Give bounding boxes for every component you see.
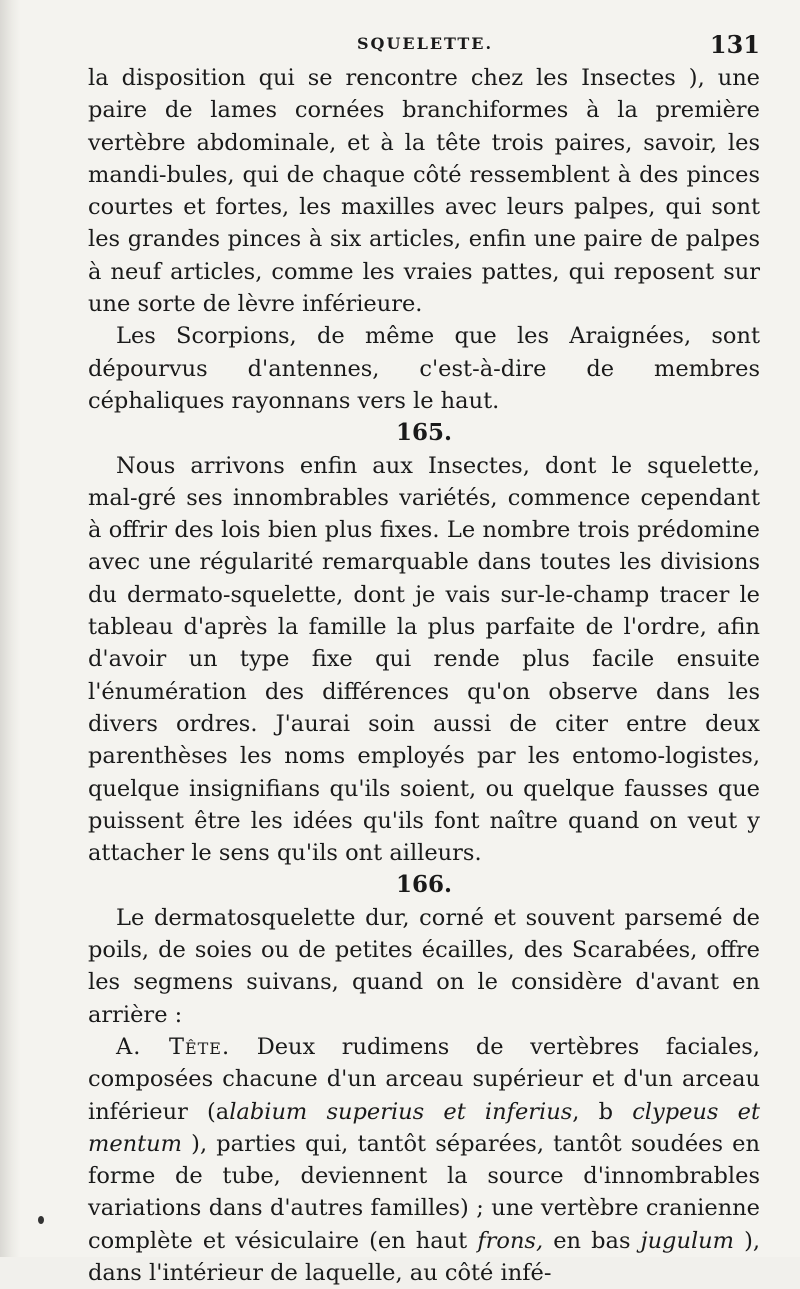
page-number: 131 bbox=[709, 30, 760, 59]
paragraph-tete bbox=[88, 1031, 760, 1289]
tete-text-a: Deux rudimens de vertèbres faciales, composées chacune d'un arceau supérieur et d'un arceau inférieur (a bbox=[88, 1033, 760, 1125]
paragraph-insectes: Nous arrivons enfin aux Insectes, dont le squelette, mal-gré ses innombrables variétés, commence cependant à offrir des lois bien plus fixes. Le nombre trois prédomine avec une régularité remarquable dans toutes les divisions du dermato-squelette, dont je vais sur-le-champ tracer le tableau d'après la famille la plus parfaite de l'ordre, afin d'avoir un type fixe qui rende plus facile ensuite l'énumération des différences qu'on observe dans les divers ordres. J'aurai soin aussi de citer entre deux parenthèses les noms employés par les entomo-logistes, quelque insignifians qu'ils soient, ou quelque fausses que puissent être les idées qu'ils font naître quand on veut y attacher le sens qu'ils ont ailleurs. bbox=[88, 452, 760, 867]
ink-spot bbox=[38, 1216, 44, 1224]
tete-label: A. Tête. bbox=[116, 1033, 231, 1060]
tete-italic-labium: labium superius et inferius bbox=[229, 1098, 573, 1125]
paragraph-scorpions: Les Scorpions, de même que les Araignées, sont dépourvus d'antennes, c'est-à-dire de membres céphaliques rayonnans vers le haut. bbox=[88, 323, 760, 414]
page-gutter bbox=[0, 0, 20, 1257]
tete-italic-clypeus: clypeus et mentum bbox=[88, 1098, 760, 1157]
page-header bbox=[90, 30, 760, 60]
section-number-165: 165. bbox=[395, 419, 453, 447]
tete-text-b: , b bbox=[572, 1098, 613, 1125]
page-body bbox=[88, 62, 760, 1289]
paragraph-dermatosquelette: Le dermatosquelette dur, corné et souvent parsemé de poils, de soies ou de petites écailles, des Scarabées, offre les segmens suivans, quand on le considère d'avant en arrière : bbox=[88, 904, 760, 1028]
tete-italic-frons: frons, bbox=[477, 1227, 544, 1254]
running-head: SQUELETTE. bbox=[356, 34, 494, 53]
paragraph-continuation: la disposition qui se rencontre chez les Insectes ), une paire de lames cornées branchiformes à la première vertèbre abdominale, et à la tête trois paires, savoir, les mandi-bules, qui de chaque côté ressemblent à des pinces courtes et fortes, les maxilles avec leurs palpes, qui sont les grandes pinces à six articles, enfin une paire de palpes à neuf articles, comme les vraies pattes, qui reposent sur une sorte de lèvre inférieure. bbox=[88, 65, 760, 318]
tete-text-e: ), dans l'intérieur de laquelle, au côté infé- bbox=[88, 1227, 761, 1286]
tete-text-c: ), parties qui, tantôt séparées, tantôt soudées en forme de tube, deviennent la source d'innombrables variations dans d'autres familles) ; une vertèbre cranienne complète et vésiculaire (en haut bbox=[88, 1130, 760, 1254]
tete-text-d: en bas bbox=[553, 1227, 631, 1254]
section-number-166: 166. bbox=[395, 871, 453, 899]
tete-italic-jugulum: jugulum bbox=[640, 1227, 734, 1254]
